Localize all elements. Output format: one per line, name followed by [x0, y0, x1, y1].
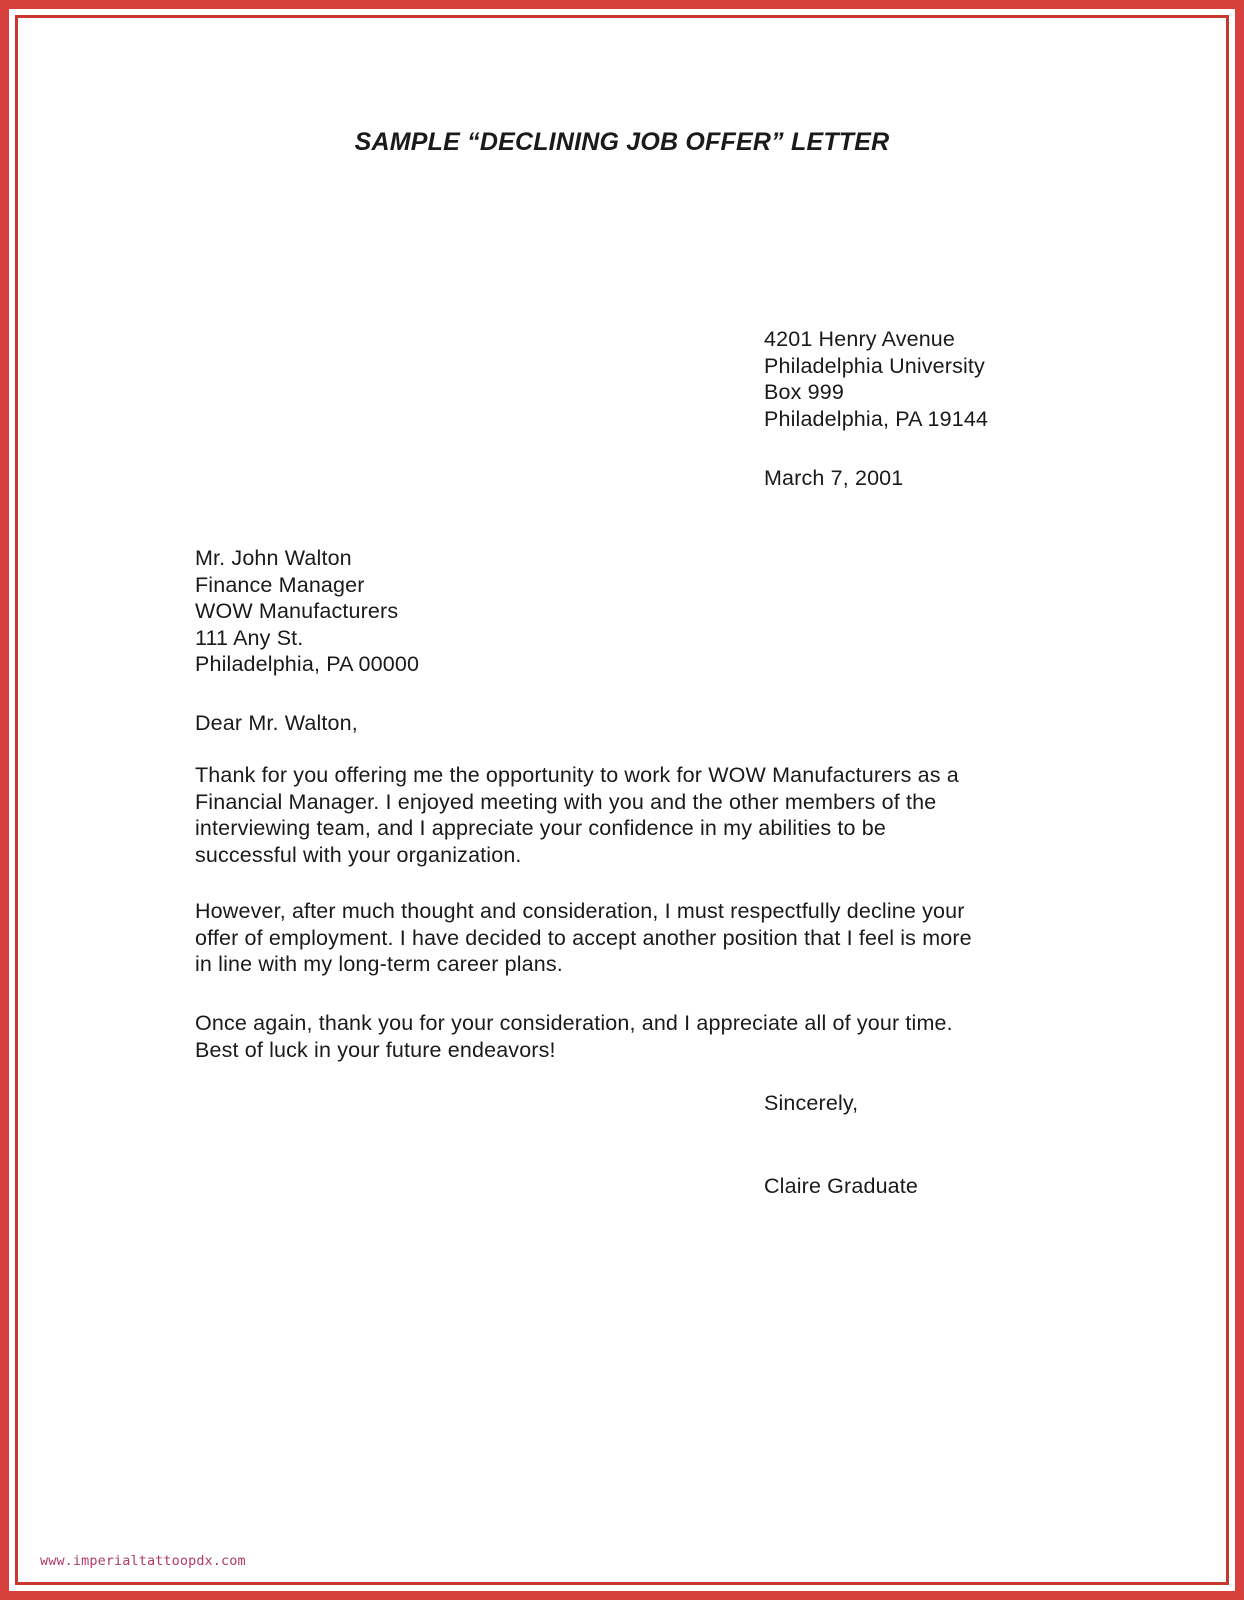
paragraph-line: Best of luck in your future endeavors! — [195, 1037, 556, 1062]
recipient-line: 111 Any St. — [195, 625, 304, 650]
closing-text: Sincerely, — [764, 1091, 859, 1115]
sender-address-line: 4201 Henry Avenue — [764, 327, 956, 351]
recipient-line: Philadelphia, PA 00000 — [195, 652, 420, 676]
paragraph-line: in line with my long-term career plans. — [195, 952, 563, 976]
paragraph-thanks — [195, 762, 959, 868]
signature — [764, 1173, 918, 1200]
paragraph-line: offer of employment. I have decided to accept another position that I feel is more — [195, 925, 972, 950]
paragraph-line: Financial Manager. I enjoyed meeting with you and the other members of the — [195, 789, 937, 814]
recipient-address — [195, 545, 419, 678]
watermark-url: www.imperialtattoopdx.com — [40, 1553, 246, 1569]
recipient-line: Finance Manager — [195, 572, 365, 597]
paragraph-line: interviewing team, and I appreciate your confidence in my abilities to be — [195, 816, 886, 840]
sender-address-line: Box 999 — [764, 380, 844, 404]
recipient-line: WOW Manufacturers — [195, 599, 399, 623]
salutation-text: Dear Mr. Walton, — [195, 711, 358, 735]
paragraph-line: successful with your organization. — [195, 842, 522, 867]
date-text: March 7, 2001 — [764, 466, 904, 490]
paragraph-line: However, after much thought and consideration, I must respectfully decline your — [195, 899, 965, 923]
paragraph-line: Thank for you offering me the opportunity to work for WOW Manufacturers as a — [195, 763, 959, 787]
sender-address — [764, 326, 988, 432]
recipient-line: Mr. John Walton — [195, 546, 352, 570]
signature-name: Claire Graduate — [764, 1174, 919, 1198]
paragraph-decline — [195, 898, 972, 978]
letter-title: SAMPLE “DECLINING JOB OFFER” LETTER — [354, 128, 890, 156]
paragraph-closing-thanks — [195, 1010, 953, 1063]
letter-date — [764, 465, 903, 492]
sender-address-line: Philadelphia, PA 19144 — [764, 406, 989, 431]
sender-address-line: Philadelphia University — [764, 353, 985, 378]
closing — [764, 1090, 858, 1117]
salutation — [195, 710, 358, 737]
paragraph-line: Once again, thank you for your consideration, and I appreciate all of your time. — [195, 1011, 953, 1035]
